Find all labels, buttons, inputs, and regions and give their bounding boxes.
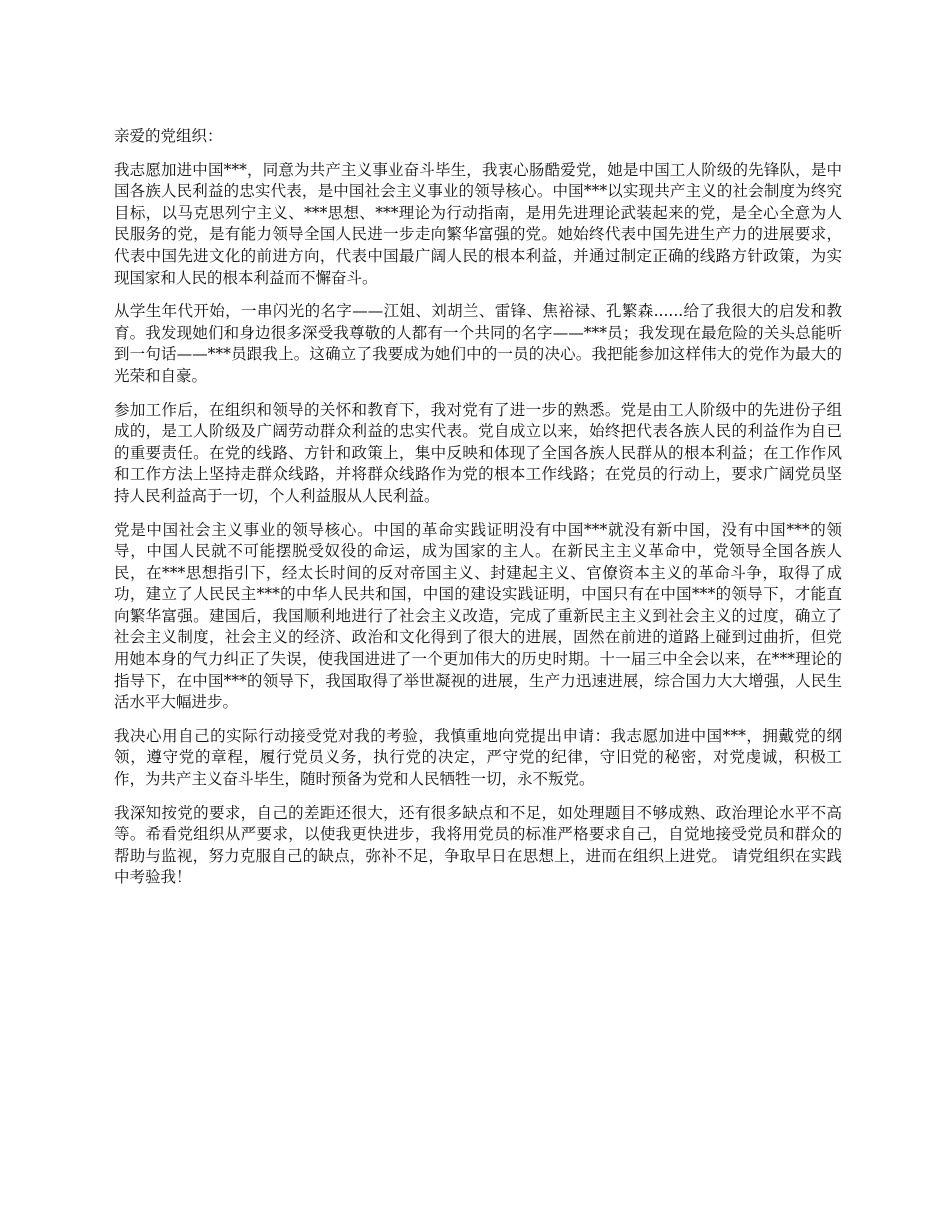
paragraph-5: 我决心用自己的实际行动接受党对我的考验，我慎重地向党提出申请：我志愿加进中国***，拥戴党的纲领，遵守党的章程，履行党员义务，执行党的决定，严守党的纪律，守旧党的秘密，对党虔诚，积极工作，为共产主义奋斗毕生，随时预备为党和人民牺牲一切，永不叛党。 (114, 726, 842, 789)
paragraph-1: 我志愿加进中国***，同意为共产主义事业奋斗毕生，我衷心肠酷爱党，她是中国工人阶级的先锋队，是中国各族人民利益的忠实代表，是中国社会主义事业的领导核心。中国***以实现共产主义的社会制度为终究目标，以马克思列宁主义、***思想、***理论为行动指南，是用先进理论武装起来的党，是全心全意为人民服务的党，是有能力领导全国人民进一步走向繁华富强的党。她始终代表中国先进生产力的进展要求，代表中国先进文化的前进方向，代表中国最广阔人民的根本利益，并通过制定正确的线路方针政策，为实现国家和人民的根本利益而不懈奋斗。 (114, 160, 842, 287)
salutation: 亲爱的党组织： (114, 127, 223, 145)
document-page (114, 126, 842, 901)
paragraph-2: 从学生年代开始，一串闪光的名字——江姐、刘胡兰、雷锋、焦裕禄、孔繁森......给了我很大的启发和教育。我发现她们和身边很多深受我尊敬的人都有一个共同的名字——***员；我发现在最危险的关头总能听到一句话——***员跟我上。这确立了我要成为她们中的一员的决心。我把能参加这样伟大的党作为最大的光荣和自豪。 (114, 302, 842, 385)
paragraph-3: 参加工作后，在组织和领导的关怀和教育下，我对党有了进一步的熟悉。党是由工人阶级中的先进份子组成的，是工人阶级及广阔劳动群众利益的忠实代表。党自成立以来，始终把代表各族人民的利益作为自已的重要责任。在党的线路、方针和政策上，集中反映和体现了全国各族人民群从的根本利益；在工作作风和工作方法上坚持走群众线路，并将群众线路作为党的根本工作线路；在党员的行动上，要求广阔党员坚持人民利益高于一切，个人利益服从人民利益。 (114, 400, 842, 505)
paragraph-6: 我深知按党的要求，自己的差距还很大，还有很多缺点和不足，如处理题目不够成熟、政治理论水平不高等。希看党组织从严要求，以使我更快进步，我将用党员的标准严格要求自己，自觉地接受党员和群众的帮助与监视，努力克服自己的缺点，弥补不足，争取早日在思想上，进而在组织上进党。 请党组织在实践中考验我！ (114, 803, 842, 887)
paragraph-4: 党是中国社会主义事业的领导核心。中国的革命实践证明没有中国***就没有新中国，没有中国***的领导，中国人民就不可能摆脱受奴役的命运，成为国家的主人。在新民主主义革命中，党领导全国各族人民，在***思想指引下，经太长时间的反对帝国主义、封建起主义、官僚资本主义的革命斗争，取得了成功，建立了人民民主***的中华人民共和国，中国的建设实践证明，中国只有在中国***的领导下，才能直向繁华富强。建国后，我国顺利地进行了社会主义改造，完成了重新民主主义到社会主义的过度，确立了社会主义制度，社会主义的经济、政治和文化得到了很大的进展，固然在前进的道路上碰到过曲折，但党用她本身的气力纠正了失误，使我国进进了一个更加伟大的历史时期。十一届三中全会以来，在***理论的指导下，在中国***的领导下，我国取得了举世凝视的进展，生产力迅速进展，综合国力大大增强，人民生活水平大幅进步。 (114, 520, 842, 712)
